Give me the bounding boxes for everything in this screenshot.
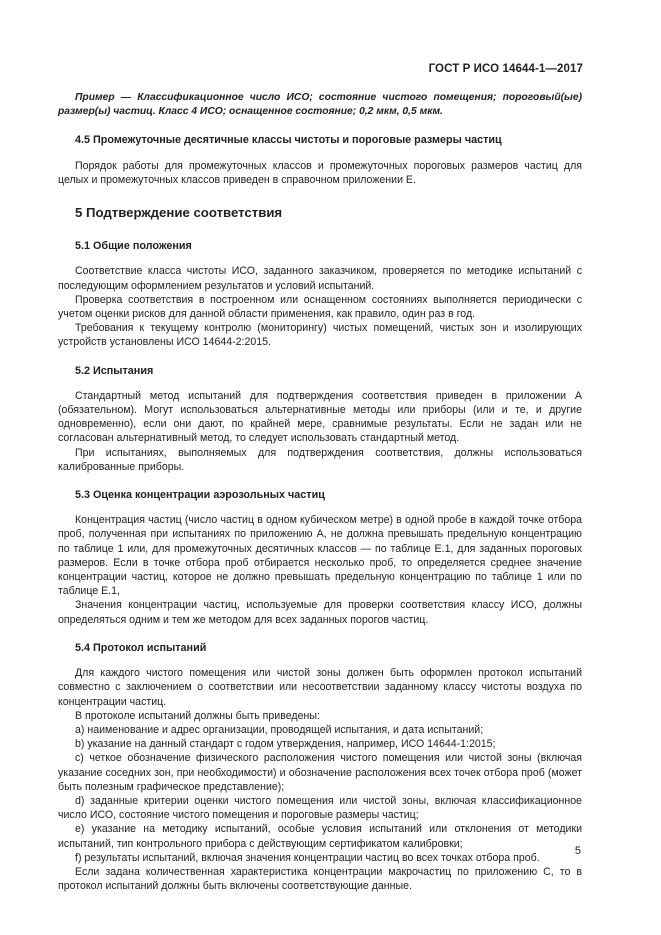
paragraph: Если задана количественная характеристика концентрации макрочастиц по приложению С, то в протокол испытаний должны быть включены соответствующие данные. — [58, 865, 582, 893]
paragraph: Концентрация частиц (число частиц в одном кубическом метре) в одной пробе в каждой точке отбора проб, полученная при испытаниях по приложению А, не должна превышать предельную концентрацию по таблице 1 или, для промежуточных десятичных классов — по таблице Е.1, для заданных пороговых размеров. Если в точке отбора проб отбирается несколько проб, то определяется среднее значение концентрации частиц, которое не должно превышать предельную концентрацию по таблице 1 или по таблице Е.1, — [58, 514, 582, 598]
section-4-5-heading: 4.5 Промежуточные десятичные классы чистоты и пороговые размеры частиц — [75, 134, 502, 147]
paragraph: Для каждого чистого помещения или чистой зоны должен быть оформлен протокол испытаний совместно с заключением о соответствии или несоответствии заданному классу чистоты воздуха по концентрации частиц. — [58, 667, 582, 708]
page-number: 5 — [574, 845, 581, 857]
paragraph: Требования к текущему контролю (мониторингу) чистых помещений, чистых зон и изолирующих устройств установлены ИСО 14644-2:2015. — [58, 322, 582, 349]
example-note: Пример — Классификационное число ИСО; состояние чистого помещения; пороговый(ые) размер(ы) частиц. Класс 4 ИСО; оснащенное состояние; 0,2 мкм, 0,5 мкм. — [58, 92, 582, 118]
section-5-4-heading: 5.4 Протокол испытаний — [75, 641, 207, 654]
paragraph: Порядок работы для промежуточных классов и промежуточных пороговых размеров частиц для целых и промежуточных классов приведен в справочном приложении Е. — [58, 159, 582, 186]
standard-code: ГОСТ Р ИСО 14644-1—2017 — [428, 63, 583, 75]
list-item: d) заданные критерии оценки чистого помещения или чистой зоны, включая классификационное число ИСО, состояние чистого помещения и пороговые размеры частиц; — [58, 794, 582, 822]
page-content — [58, 91, 582, 893]
paragraph: В протоколе испытаний должны быть приведены: — [75, 709, 320, 722]
section-5-heading: 5 Подтверждение соответствия — [75, 205, 283, 221]
section-5-1-heading: 5.1 Общие положения — [75, 240, 192, 253]
list-item: e) указание на методику испытаний, особые условия испытаний или отклонения от методики испытаний, тип контрольного прибора с действующим сертификатом калибровки; — [58, 823, 582, 850]
section-5-3-heading: 5.3 Оценка концентрации аэрозольных частиц — [75, 489, 325, 502]
paragraph: Значения концентрации частиц, используемые для проверки соответствия классу ИСО, должны определяться одним и тем же методом для всех заданных порогов частиц. — [58, 599, 582, 626]
paragraph: Стандартный метод испытаний для подтверждения соответствия приведен в приложении А (обязательном). Могут использоваться альтернативные методы или приборы (или и те, и другие одновременно), если они дают, по крайней мере, сравнимые результаты. Если не задан или не согласован альтернативный метод, то следует использовать стандартный метод. — [58, 389, 582, 445]
paragraph: Проверка соответствия в построенном или оснащенном состояниях выполняется периодически с учетом оценки рисков для данной области применения, как правило, один раз в год. — [58, 293, 582, 321]
paragraph: При испытаниях, выполняемых для подтверждения соответствия, должны использоваться калиброванные приборы. — [58, 446, 582, 473]
list-item: f) результаты испытаний, включая значения концентрации частиц во всех точках отбора проб. — [75, 851, 540, 864]
list-item: b) указание на данный стандарт с годом утверждения, например, ИСО 14644-1:2015; — [75, 738, 496, 751]
section-5-2-heading: 5.2 Испытания — [75, 364, 154, 377]
list-item: а) наименование и адрес организации, проводящей испытания, и дата испытаний; — [75, 723, 484, 736]
paragraph: Соответствие класса чистоты ИСО, заданного заказчиком, проверяется по методике испытаний с последующим оформлением результатов и условий испытаний. — [58, 265, 582, 292]
list-item: c) четкое обозначение физического расположения чистого помещения или чистой зоны (включая указание соседних зон, при необходимости) и обозначение расположения всех точек отбора проб (может быть полезным графическое представление); — [58, 752, 582, 793]
